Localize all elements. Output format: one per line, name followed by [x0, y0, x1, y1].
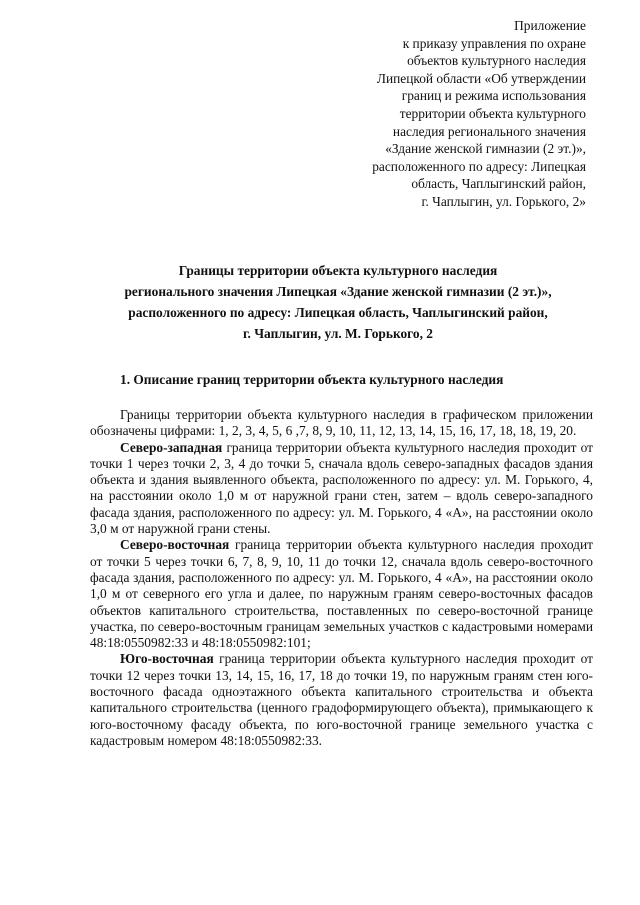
- appendix-block: [286, 17, 586, 211]
- northwest-label: Северо-западная: [120, 439, 223, 455]
- appendix-line: к приказу управления по охране: [402, 35, 586, 51]
- document-body: [90, 407, 593, 749]
- southeast-text: граница территории объекта культурного наследия проходит от точки 12 через точки 13, 14, 15, 16, 17, 18 до точки 19, по наружным граням стен юго-восточного фасада одноэтажного объекта капитального строительства и объекта капитального строительства (ценного градоформирующего объекта), примыкающего к юго-восточному фасаду объекта, по юго-восточной границе земельного участка с кадастровым номером 48:18:0550982:33.: [90, 651, 593, 748]
- appendix-line: Приложение: [514, 18, 586, 33]
- appendix-line: «Здание женской гимназии (2 эт.)»,: [385, 141, 586, 157]
- appendix-line: г. Чаплыгин, ул. Горького, 2»: [421, 193, 586, 209]
- appendix-line: Липецкой области «Об утверждении: [376, 70, 586, 86]
- title-line: Границы территории объекта культурного наследия: [178, 263, 498, 278]
- northwest-paragraph: [90, 440, 593, 538]
- title-line: регионального значения Липецкая «Здание женской гимназии (2 эт.)»,: [124, 284, 552, 299]
- title-line: расположенного по адресу: Липецкая область, Чаплыгинский район,: [128, 305, 548, 320]
- northeast-text: граница территории объекта культурного наследия проходит от точки 5 через точки 6, 7, 8, 9, 10, 11 до точки 12, сначала вдоль северо-восточного фасада здания, расположенного по адресу: ул. М. Горького, 4 «А», на расстоянии около 1,0 м от северного его угла и далее, по наружным граням северо-восточных фасадов объектов капитального строительства, поставленных по северо-восточной границе участка, по северо-восточным границам земельных участков с кадастровыми номерами 48:18:0550982:33 и 48:18:0550982:101;: [90, 537, 593, 651]
- southeast-paragraph: [90, 651, 593, 749]
- northeast-label: Северо-восточная: [120, 537, 230, 553]
- appendix-line: территории объекта культурного: [399, 105, 586, 121]
- appendix-line: область, Чаплыгинский район,: [411, 176, 586, 192]
- intro-paragraph: Границы территории объекта культурного наследия в графическом приложении обозначены цифрами: 1, 2, 3, 4, 5, 6 ,7, 8, 9, 10, 11, 12, 13, 14, 15, 16, 17, 18, 18, 19, 20.: [90, 407, 593, 439]
- title-line: г. Чаплыгин, ул. М. Горького, 2: [242, 326, 434, 341]
- northwest-text: граница территории объекта культурного наследия проходит от точки 1 через точки 2, 3, 4 до точки 5, сначала вдоль северо-западных фасадов здания объекта и здания выявленного объекта, расположенного по адресу: ул. М. Горького, 4, на расстоянии около 1,0 м от наружной грани стен, затем – вдоль северо-западного фасада здания, расположенного по адресу: ул. М. Горького, 4 «А», на расстоянии около 3,0 м от наружной грани стены.: [90, 439, 593, 537]
- appendix-line: объектов культурного наследия: [407, 53, 586, 69]
- appendix-line: границ и режима использования: [401, 88, 586, 104]
- section-heading: 1. Описание границ территории объекта культурного наследия: [120, 372, 504, 387]
- southeast-label: Юго-восточная: [120, 651, 214, 667]
- northeast-paragraph: [90, 537, 593, 651]
- document-title: [60, 260, 616, 344]
- appendix-line: наследия регионального значения: [392, 123, 586, 139]
- appendix-line: расположенного по адресу: Липецкая: [372, 158, 586, 174]
